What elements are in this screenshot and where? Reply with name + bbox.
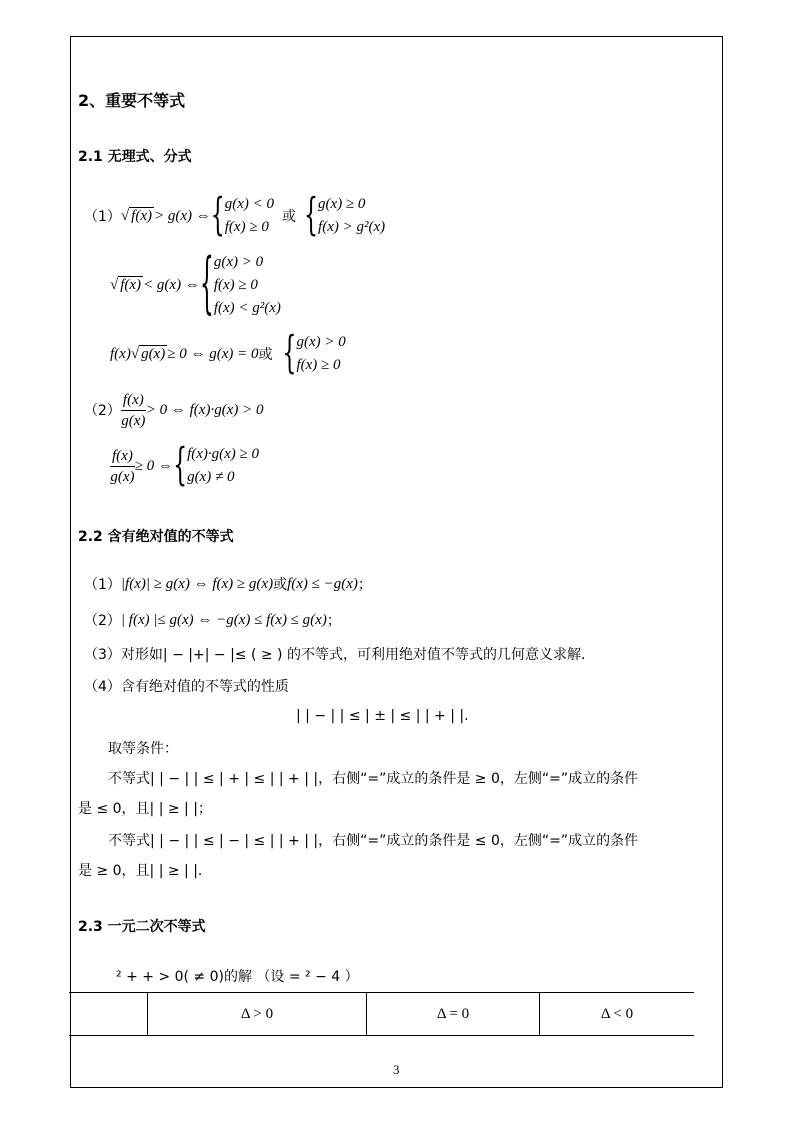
system-c: { g(x) > 0 f(x) ≥ 0 f(x) < g²(x) xyxy=(199,247,281,323)
abs-line-3 xyxy=(84,644,585,664)
quadratic-table xyxy=(69,992,694,1036)
relation: > 0 ⇔ f(x)·g(x) > 0 xyxy=(145,401,264,418)
denominator: g(x) xyxy=(110,468,135,485)
radicand: f(x) xyxy=(131,208,152,224)
relation: > g(x) ⇔ xyxy=(153,207,211,224)
subsection-2-1-title: 2.1 无理式、分式 xyxy=(78,149,192,165)
system-row: f(x) ≥ 0 xyxy=(224,219,269,235)
system-row: g(x) ≠ 0 xyxy=(187,469,235,485)
fraction xyxy=(110,446,135,487)
system-row: g(x) > 0 xyxy=(296,334,346,350)
factor: f(x) xyxy=(110,345,131,362)
system-row: g(x) < 0 xyxy=(224,196,275,212)
page-number: 3 xyxy=(393,1062,400,1077)
radicand: f(x) xyxy=(120,277,142,293)
relation: ≥ 0 ⇔ g(x) = 0 xyxy=(167,345,259,362)
system-row: g(x) ≥ 0 xyxy=(318,196,366,212)
system-row: f(x) ≥ 0 xyxy=(296,357,341,373)
formula-fraction-geq xyxy=(110,442,259,490)
fraction xyxy=(121,390,146,431)
item-label: （4） xyxy=(84,679,121,695)
system-row: f(x) > g²(x) xyxy=(318,219,386,235)
relation: < g(x) ⇔ xyxy=(143,276,200,293)
item-label: （1） xyxy=(84,209,121,225)
table-header-cell xyxy=(69,993,148,1036)
system-row: g(x) > 0 xyxy=(213,253,264,270)
condition-line-1: 不等式| | − | | ≤ | + | ≤ | | + | |，右侧“=”成立的条件是 ≥ 0，左侧“=”成立的条件 xyxy=(108,771,639,787)
system-a: { g(x) < 0 f(x) ≥ 0 xyxy=(210,191,275,241)
item-label: （2） xyxy=(84,403,121,419)
math-expression: | f(x) |≤ g(x) ⇔ −g(x) ≤ f(x) ≤ g(x) xyxy=(120,611,327,628)
system-row: f(x)·g(x) ≥ 0 xyxy=(187,446,260,462)
table-header-cell: Δ < 0 xyxy=(540,993,695,1036)
abs-line-4 xyxy=(84,676,289,696)
system-e: { f(x)·g(x) ≥ 0 g(x) ≠ 0 xyxy=(173,441,260,491)
radicand: g(x) xyxy=(141,346,166,362)
punctuation: ； xyxy=(357,577,372,593)
abs-property-formula: | | − | | ≤ | ± | ≤ | | + | |. xyxy=(296,708,469,724)
or-word: 或 xyxy=(282,209,297,225)
paragraph-text: 含有绝对值的不等式的性质 xyxy=(120,679,289,695)
relation: ≥ 0 ⇔ xyxy=(134,457,174,474)
system-b: { g(x) ≥ 0 f(x) > g²(x) xyxy=(304,191,386,241)
numerator: f(x) xyxy=(121,390,146,411)
system-row: f(x) ≥ 0 xyxy=(213,276,258,293)
abs-line-2 xyxy=(84,610,341,630)
quadratic-caption: ² + + > 0( ≠ 0)的解 （设 = ² − 4 ） xyxy=(116,969,359,985)
math-expression: f(x) ≤ −g(x) xyxy=(287,575,358,592)
table-header-row xyxy=(69,993,694,1036)
numerator: f(x) xyxy=(110,446,135,467)
math-expression: |f(x)| ≥ g(x) ⇔ f(x) ≥ g(x) xyxy=(120,575,274,592)
formula-sqrt-less: √ f(x) < g(x) ⇔ { g(x) > 0 f(x) ≥ 0 f(x) < g²(x) xyxy=(110,247,281,323)
denominator: g(x) xyxy=(121,412,146,429)
punctuation: ； xyxy=(326,613,341,629)
formula-product-sqrt: f(x) √ g(x) ≥ 0 ⇔ g(x) = 0 或 { g(x) > 0 f(x) ≥ 0 xyxy=(110,329,346,379)
table-header-cell: Δ = 0 xyxy=(367,993,540,1036)
formula-fraction-greater xyxy=(84,388,263,432)
item-label: （2） xyxy=(84,613,121,629)
condition-line-4: 是 ≥ 0，且| | ≥ | |. xyxy=(78,863,203,879)
item-label: （1） xyxy=(84,577,121,593)
subsection-2-3-title: 2.3 一元二次不等式 xyxy=(78,919,206,935)
abs-line-1 xyxy=(84,574,372,594)
condition-line-2: 是 ≤ 0，且| | ≥ | |； xyxy=(78,801,212,817)
formula-sqrt-greater: （1） √ f(x) > g(x) ⇔ { g(x) < 0 f(x) ≥ 0 或 { g(x) ≥ 0 f(x) > g²(x) xyxy=(84,191,386,241)
section-title: 2、重要不等式 xyxy=(78,91,186,110)
item-label: （3） xyxy=(84,647,121,663)
or-word: 或 xyxy=(258,347,273,363)
system-row: f(x) < g²(x) xyxy=(213,299,281,316)
or-word: 或 xyxy=(273,577,288,593)
table-header-cell: Δ > 0 xyxy=(148,993,367,1036)
subsection-2-2-title: 2.2 含有绝对值的不等式 xyxy=(78,529,234,545)
paragraph-text: 对形如| − |+| − |≤ ( ≥ ) 的不等式，可利用绝对值不等式的几何意义求解. xyxy=(120,647,586,663)
condition-line-3: 不等式| | − | | ≤ | − | ≤ | | + | |，右侧“=”成立的条件是 ≤ 0，左侧“=”成立的条件 xyxy=(108,833,639,849)
system-d: { g(x) > 0 f(x) ≥ 0 xyxy=(282,329,346,379)
equality-conditions-label: 取等条件： xyxy=(108,741,178,757)
